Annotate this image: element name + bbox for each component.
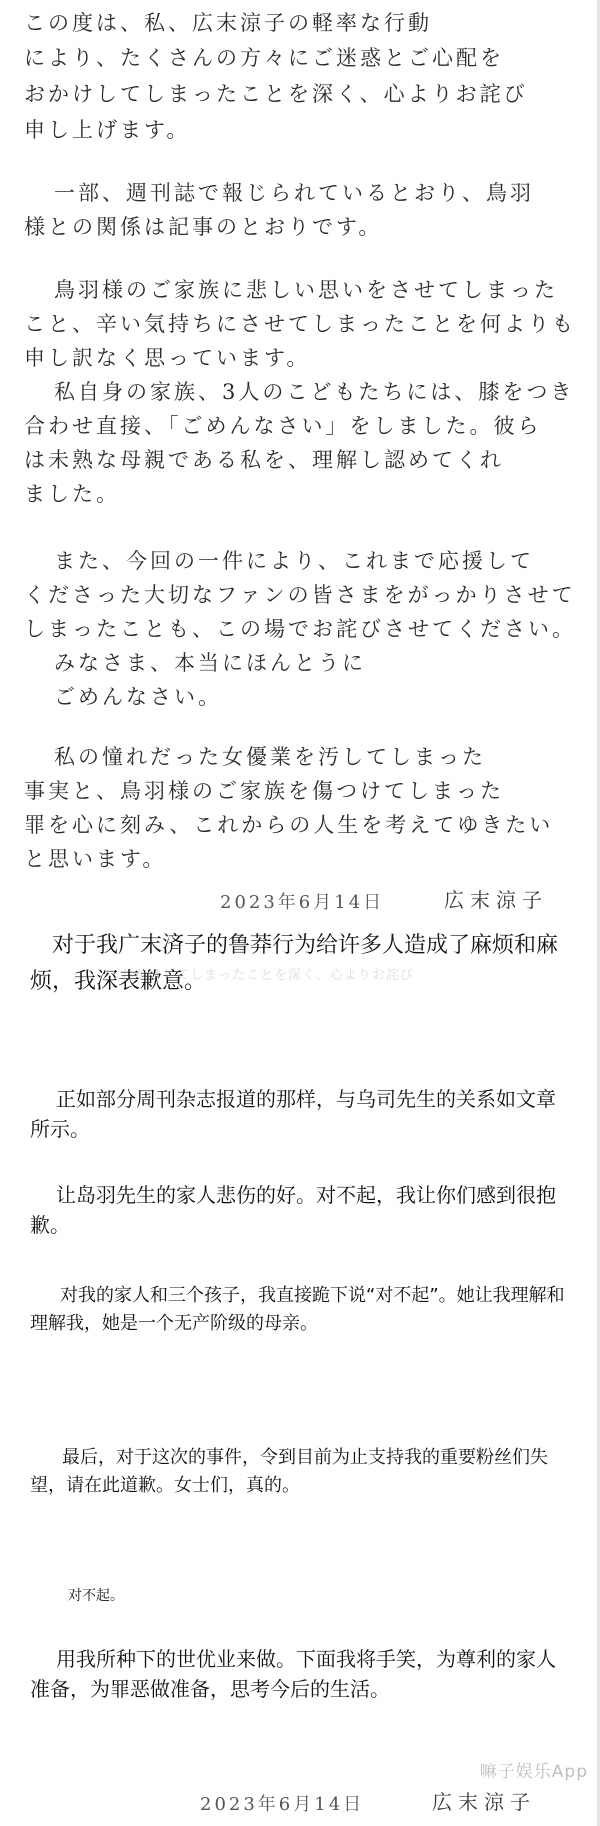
letter-line: みなさま、本当にほんとうに: [54, 651, 366, 675]
letter-line: くださった大切なファンの皆さまをがっかりさせて: [24, 583, 576, 607]
letter-line: この度は、私、広末涼子の軽率な行動: [24, 11, 432, 35]
letter-line: と思います。: [24, 847, 167, 871]
letter-line: ました。: [24, 482, 120, 506]
letter-line: 私自身の家族、3人のこどもたちには、膝をつき: [54, 380, 575, 404]
letter-line: により、たくさんの方々にご迷惑とご心配を: [24, 46, 504, 70]
translation-paragraph-6: 对不起。: [68, 1588, 124, 1604]
letter-date: 2023年6月14日: [220, 892, 385, 913]
translation-paragraph-2: 正如部分周刊杂志报道的那样，与乌司先生的关系如文章所示。: [30, 1087, 556, 1141]
letter-line: 鳥羽様のご家族に悲しい思いをさせてしまった: [54, 278, 558, 302]
translation-paragraph-5: 最后，对于这次的事件，令到目前为止支持我的重要粉丝们失望，请在此道歉。女士们，真的。: [30, 1447, 548, 1496]
letter-line: おかけしてしまったことを深く、心よりお詫び: [24, 82, 528, 106]
letter-line: 罪を心に刻み、これからの人生を考えてゆきたい: [24, 813, 554, 837]
letter-line: 申し訳なく思っています。: [24, 346, 311, 370]
translation-signature: 広末涼子: [432, 1790, 536, 1814]
letter-line: は未熟な母親である私を、理解し認めてくれ: [24, 448, 504, 472]
letter-line: ごめんなさい。: [54, 685, 222, 709]
translation-paragraph-3: 让岛羽先生的家人悲伤的好。对不起，我让你们感到很抱歉。: [30, 1183, 556, 1237]
faint-background-text: おかけしてしまったことを深く、心よりお詫び: [120, 968, 414, 983]
letter-line: しまったことも、この場でお詫びさせてください。: [24, 617, 576, 641]
translation-date: 2023年6月14日: [200, 1794, 365, 1815]
letter-line: 合わせ直接、「ごめんなさい」をしました。彼ら: [24, 414, 542, 438]
letter-line: 申し上げます。: [24, 118, 191, 142]
translation-paragraph-4: 对我的家人和三个孩子，我直接跪下说“对不起”。她让我理解和理解我，她是一个无产阶级的母亲。: [30, 1285, 565, 1334]
letter-line: 様との関係は記事のとおりです。: [24, 215, 383, 239]
letter-signature: 広末涼子: [444, 888, 548, 912]
app-watermark: 嘛子娱乐App: [479, 1762, 588, 1782]
translation-paragraph-7: 用我所种下的世优业来做。下面我将手笑，为尊利的家人准备，为罪恶做准备，思考今后的生活。: [30, 1647, 556, 1701]
letter-line: 私の憧れだった女優業を汚してしまった: [54, 745, 486, 769]
letter-line: 事実と、鳥羽様のご家族を傷つけてしまった: [24, 779, 504, 803]
translation-paragraph-1: 对于我广末済子的鲁莽行为给许多人造成了麻烦和麻烦，我深表歉意。: [30, 933, 559, 994]
letter-line: こと、辛い気持ちにさせてしまったことを何よりも: [24, 312, 576, 336]
letter-line: また、今回の一件により、これまで応援して: [54, 549, 534, 573]
chinese-translation: [0, 924, 600, 1826]
letter-line: 一部、週刊誌で報じられているとおり、鳥羽: [54, 181, 534, 205]
